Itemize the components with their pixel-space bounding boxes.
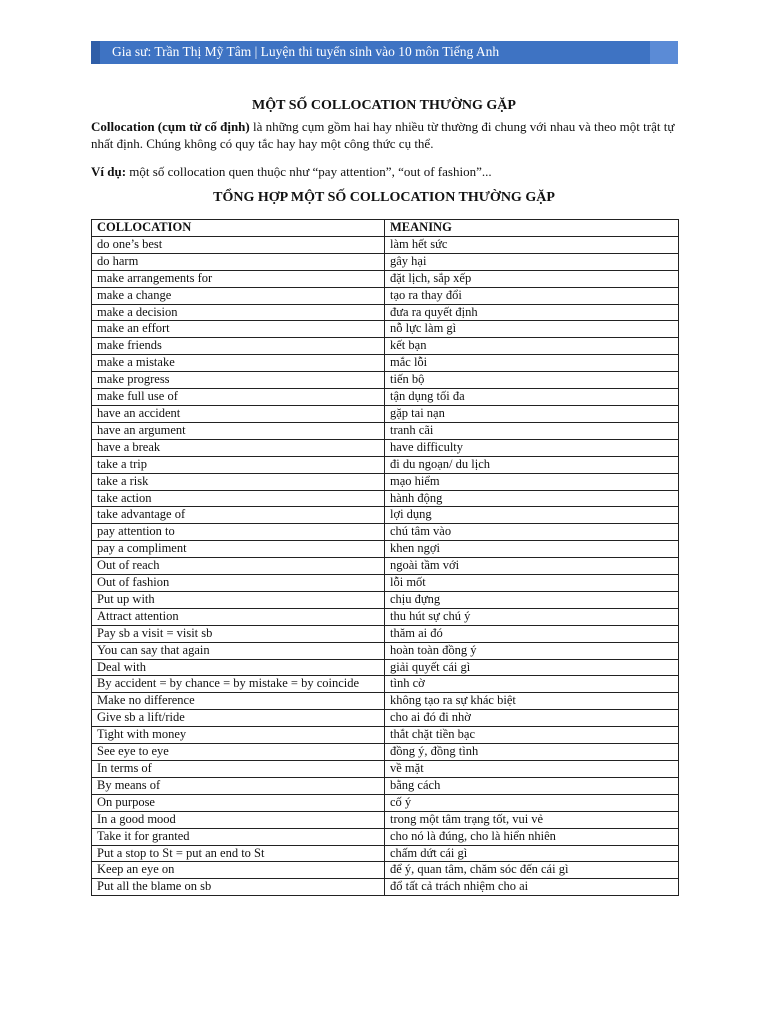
collocation-cell: See eye to eye xyxy=(92,744,385,761)
table-row xyxy=(92,490,679,507)
collocation-cell: Keep an eye on xyxy=(92,862,385,879)
collocation-cell: do one’s best xyxy=(92,236,385,253)
meaning-cell: tình cờ xyxy=(385,676,679,693)
collocation-cell: make a mistake xyxy=(92,355,385,372)
table-title: TỔNG HỢP MỘT SỐ COLLOCATION THƯỜNG GẶP xyxy=(213,190,555,205)
table-row xyxy=(92,811,679,828)
meaning-cell: chịu đựng xyxy=(385,591,679,608)
collocation-table xyxy=(91,219,679,896)
collocation-cell: In terms of xyxy=(92,761,385,778)
meaning-cell: về mặt xyxy=(385,761,679,778)
collocation-cell: take action xyxy=(92,490,385,507)
collocation-cell: have an argument xyxy=(92,422,385,439)
example-paragraph xyxy=(91,163,691,180)
collocation-cell: make a decision xyxy=(92,304,385,321)
table-row xyxy=(92,710,679,727)
meaning-cell: giải quyết cái gì xyxy=(385,659,679,676)
meaning-cell: ngoài tầm với xyxy=(385,558,679,575)
table-row xyxy=(92,591,679,608)
table-row xyxy=(92,879,679,896)
table-row xyxy=(92,727,679,744)
table-row xyxy=(92,355,679,372)
example-label: Ví dụ: xyxy=(91,164,127,179)
intro-term: Collocation (cụm từ cố định) xyxy=(91,119,250,134)
table-row xyxy=(92,541,679,558)
table-row xyxy=(92,236,679,253)
table-row xyxy=(92,473,679,490)
collocation-cell: have an accident xyxy=(92,405,385,422)
meaning-cell: mạo hiểm xyxy=(385,473,679,490)
collocation-cell: make a change xyxy=(92,287,385,304)
table-row xyxy=(92,456,679,473)
table-row xyxy=(92,321,679,338)
table-row xyxy=(92,253,679,270)
collocation-cell: You can say that again xyxy=(92,642,385,659)
meaning-cell: đưa ra quyết định xyxy=(385,304,679,321)
table-row xyxy=(92,777,679,794)
table-row xyxy=(92,693,679,710)
table-row xyxy=(92,642,679,659)
table-row xyxy=(92,794,679,811)
header-bar xyxy=(91,41,678,64)
meaning-cell: tận dụng tối đa xyxy=(385,389,679,406)
meaning-cell: thắt chặt tiền bạc xyxy=(385,727,679,744)
collocation-cell: make full use of xyxy=(92,389,385,406)
collocation-cell: have a break xyxy=(92,439,385,456)
collocation-cell: make an effort xyxy=(92,321,385,338)
collocation-cell: Take it for granted xyxy=(92,828,385,845)
collocation-cell: make arrangements for xyxy=(92,270,385,287)
meaning-cell: làm hết sức xyxy=(385,236,679,253)
collocation-cell: pay a compliment xyxy=(92,541,385,558)
meaning-cell: have difficulty xyxy=(385,439,679,456)
meaning-cell: gây hại xyxy=(385,253,679,270)
collocation-cell: Pay sb a visit = visit sb xyxy=(92,625,385,642)
header-text: Gia sư: Trần Thị Mỹ Tâm | Luyện thi tuyển sinh vào 10 môn Tiếng Anh xyxy=(112,44,500,59)
intro-definition: là những cụm gồm hai hay nhiều từ thường đi chung với nhau và theo một trật tự nhất định. Chúng không có quy tắc hay hay một công thức cụ thể. xyxy=(91,119,675,151)
meaning-cell: mắc lỗi xyxy=(385,355,679,372)
collocation-cell: Give sb a lift/ride xyxy=(92,710,385,727)
collocation-cell: By accident = by chance = by mistake = by coincide xyxy=(92,676,385,693)
collocation-cell: On purpose xyxy=(92,794,385,811)
meaning-cell: cho nó là đúng, cho là hiển nhiên xyxy=(385,828,679,845)
table-row xyxy=(92,507,679,524)
page-title: MỘT SỐ COLLOCATION THƯỜNG GẶP xyxy=(252,98,516,113)
meaning-cell: đổ tất cả trách nhiệm cho ai xyxy=(385,879,679,896)
table-row xyxy=(92,372,679,389)
table-row xyxy=(92,270,679,287)
table-header-row xyxy=(92,220,679,237)
collocation-cell: In a good mood xyxy=(92,811,385,828)
table-row xyxy=(92,575,679,592)
collocation-cell: Put a stop to St = put an end to St xyxy=(92,845,385,862)
collocation-cell: Deal with xyxy=(92,659,385,676)
collocation-cell: Out of reach xyxy=(92,558,385,575)
collocation-cell: take a risk xyxy=(92,473,385,490)
meaning-cell: khen ngợi xyxy=(385,541,679,558)
collocation-cell: Attract attention xyxy=(92,608,385,625)
table-row xyxy=(92,389,679,406)
meaning-cell: thu hút sự chú ý xyxy=(385,608,679,625)
meaning-cell: thăm ai đó xyxy=(385,625,679,642)
meaning-cell: hành động xyxy=(385,490,679,507)
collocation-cell: pay attention to xyxy=(92,524,385,541)
meaning-cell: nỗ lực làm gì xyxy=(385,321,679,338)
header-accent xyxy=(650,41,678,64)
table-row xyxy=(92,287,679,304)
meaning-cell: tiến bộ xyxy=(385,372,679,389)
table-row xyxy=(92,558,679,575)
collocation-cell: take a trip xyxy=(92,456,385,473)
meaning-cell: hoàn toàn đồng ý xyxy=(385,642,679,659)
collocation-cell: do harm xyxy=(92,253,385,270)
table-row xyxy=(92,761,679,778)
meaning-cell: tạo ra thay đổi xyxy=(385,287,679,304)
table-body xyxy=(92,236,679,895)
collocation-cell: take advantage of xyxy=(92,507,385,524)
table-row xyxy=(92,439,679,456)
meaning-cell: đặt lịch, sắp xếp xyxy=(385,270,679,287)
collocation-cell: make progress xyxy=(92,372,385,389)
table-row xyxy=(92,422,679,439)
collocation-cell: Make no difference xyxy=(92,693,385,710)
table-row xyxy=(92,659,679,676)
collocation-cell: make friends xyxy=(92,338,385,355)
meaning-cell: không tạo ra sự khác biệt xyxy=(385,693,679,710)
header-meaning: MEANING xyxy=(385,220,679,237)
meaning-cell: cho ai đó đi nhờ xyxy=(385,710,679,727)
meaning-cell: cố ý xyxy=(385,794,679,811)
meaning-cell: gặp tai nạn xyxy=(385,405,679,422)
meaning-cell: đi du ngoạn/ du lịch xyxy=(385,456,679,473)
meaning-cell: để ý, quan tâm, chăm sóc đến cái gì xyxy=(385,862,679,879)
collocation-cell: By means of xyxy=(92,777,385,794)
table-row xyxy=(92,828,679,845)
table-row xyxy=(92,845,679,862)
table-row xyxy=(92,304,679,321)
meaning-cell: đồng ý, đồng tình xyxy=(385,744,679,761)
meaning-cell: trong một tâm trạng tốt, vui vẻ xyxy=(385,811,679,828)
table-row xyxy=(92,608,679,625)
collocation-cell: Out of fashion xyxy=(92,575,385,592)
meaning-cell: kết bạn xyxy=(385,338,679,355)
meaning-cell: lợi dụng xyxy=(385,507,679,524)
collocation-cell: Put all the blame on sb xyxy=(92,879,385,896)
collocation-cell: Tight with money xyxy=(92,727,385,744)
table-row xyxy=(92,524,679,541)
meaning-cell: chú tâm vào xyxy=(385,524,679,541)
meaning-cell: lỗi mốt xyxy=(385,575,679,592)
table-row xyxy=(92,676,679,693)
table-row xyxy=(92,744,679,761)
collocation-cell: Put up with xyxy=(92,591,385,608)
table-row xyxy=(92,338,679,355)
table-row xyxy=(92,405,679,422)
table-row xyxy=(92,862,679,879)
table-row xyxy=(92,625,679,642)
example-text: một số collocation quen thuộc như “pay attention”, “out of fashion”... xyxy=(126,164,492,179)
meaning-cell: chấm dứt cái gì xyxy=(385,845,679,862)
meaning-cell: tranh cãi xyxy=(385,422,679,439)
header-collocation: COLLOCATION xyxy=(92,220,385,237)
meaning-cell: bằng cách xyxy=(385,777,679,794)
intro-paragraph xyxy=(91,118,691,152)
